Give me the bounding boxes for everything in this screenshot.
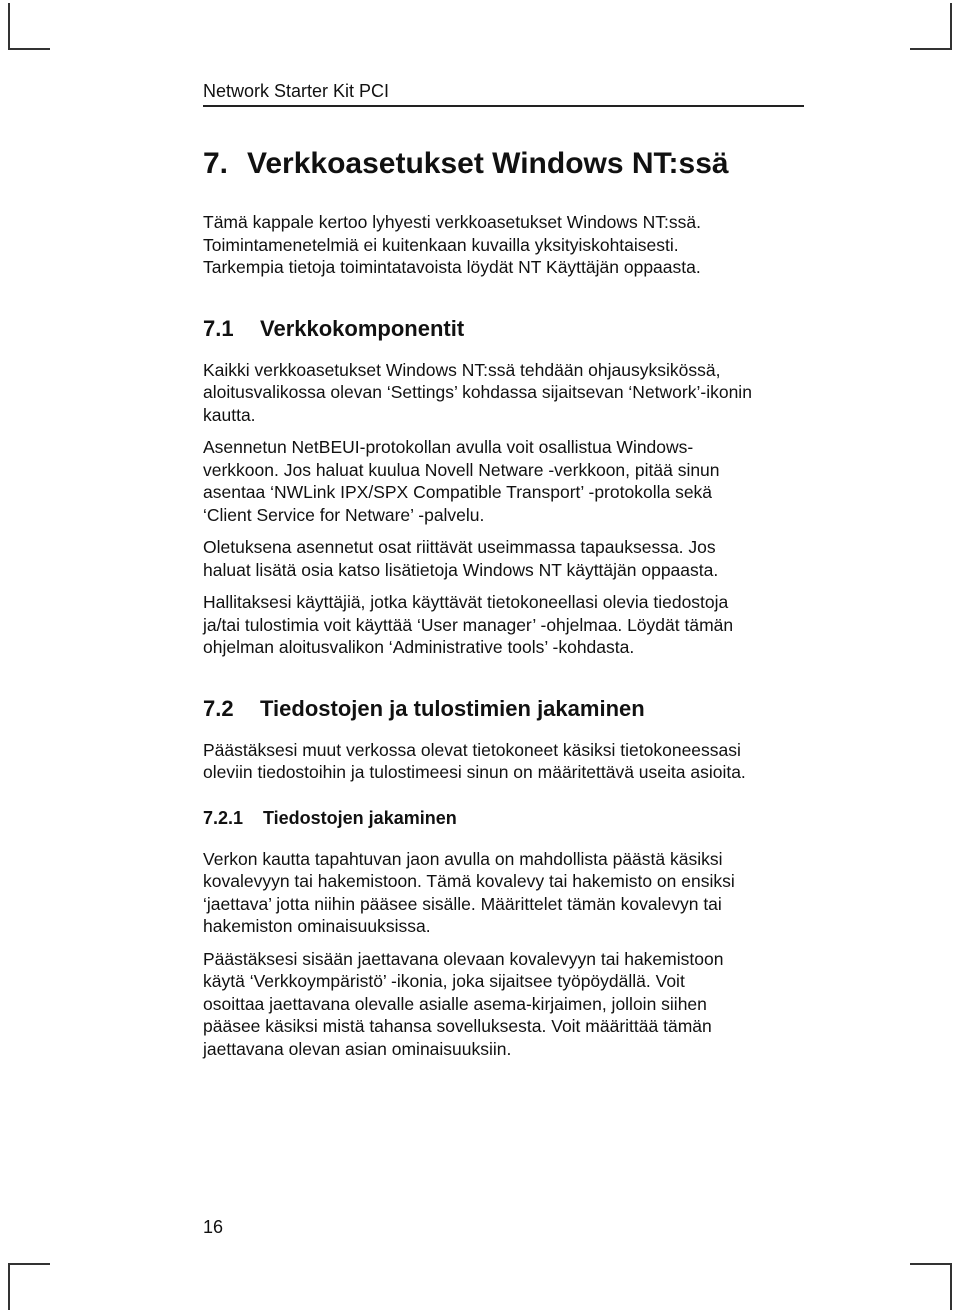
page-content [203,145,807,1070]
section-number: 7.2.1 [203,807,244,828]
chapter-intro: Tämä kappale kertoo lyhyesti verkkoasetukset Windows NT:ssä. Toimintamenetelmiä ei kuitenkaan kuvailla yksityiskohtaisesti. Tarkempia tietoja toimintatavoista löydät NT Käyttäjän oppaasta. [203,212,701,277]
section-title: Verkkokomponentit [260,315,465,341]
section-title: Tiedostojen jakaminen [263,807,457,828]
paragraph: Asennetun NetBEUI-protokollan avulla voit osallistua Windows- verkkoon. Jos haluat kuulua Novell Netware -verkkoon, pitää sinun asentaa ‘NWLink IPX/SPX Compatible Transport’ -protokolla sekä ‘Client Service for Netware’ -palvelu. [203,437,720,525]
crop-mark-top-right [910,3,952,50]
paragraph: Päästäksesi sisään jaettavana olevaan kovalevyyn tai hakemistoon käytä ‘Verkkoympäristö’ -ikonia, joka sijaitsee työpöydällä. Voit osoittaa jaettavana olevalle asialle asema-kirjaimen, jolloin siihen pääsee käsiksi mistä tahansa sovelluksesta. Voit määrittää tämän jaettavana olevan asian ominaisuuksiin. [203,948,724,1059]
running-header: Network Starter Kit PCI [203,81,390,101]
chapter-title [203,145,807,183]
chapter-title-text: Verkkoasetukset Windows NT:ssä [247,147,729,180]
crop-mark-top-left [8,3,50,50]
section-number: 7.2 [203,695,234,721]
crop-mark-bottom-right [910,1263,952,1310]
section-heading-7-2 [203,695,807,723]
paragraph: Oletuksena asennetut osat riittävät useimmassa tapauksessa. Jos haluat lisätä osia katso lisätietoja Windows NT käyttäjän oppaasta. [203,537,719,580]
section-heading-7-2-1 [203,806,807,830]
crop-mark-bottom-left [8,1263,50,1310]
section-title: Tiedostojen ja tulostimien jakaminen [260,695,645,721]
paragraph: Hallitaksesi käyttäjiä, jotka käyttävät tietokoneellasi olevia tiedostoja ja/tai tulostimia voit käyttää ‘User manager’ -ohjelmaa. Löydät tämän ohjelman aloitusvalikon ‘Administrative tools’ -kohdasta. [203,592,734,657]
paragraph: Kaikki verkkoasetukset Windows NT:ssä tehdään ohjausyksikössä, aloitusvalikossa olevan ‘Settings’ kohdassa sijaitsevan ‘Network’-ikonin kautta. [203,359,752,425]
header-rule [203,105,804,107]
paragraph: Päästäksesi muut verkossa olevat tietokoneet käsiksi tietokoneessasi oleviin tiedostoihin ja tulostimeesi sinun on määritettävä useita asioita. [203,739,746,782]
paragraph: Verkon kautta tapahtuvan jaon avulla on mahdollista päästä käsiksi kovalevyyn tai hakemistoon. Tämä kovalevy tai hakemisto on ensiksi ‘jaettava’ jotta niihin pääsee sisälle. Määrittelet tämän kovalevyn tai hakemiston ominaisuuksissa. [203,848,735,936]
page-number: 16 [203,1217,224,1237]
section-heading-7-1 [203,315,807,343]
chapter-number: 7. [203,147,229,180]
section-number: 7.1 [203,315,234,341]
